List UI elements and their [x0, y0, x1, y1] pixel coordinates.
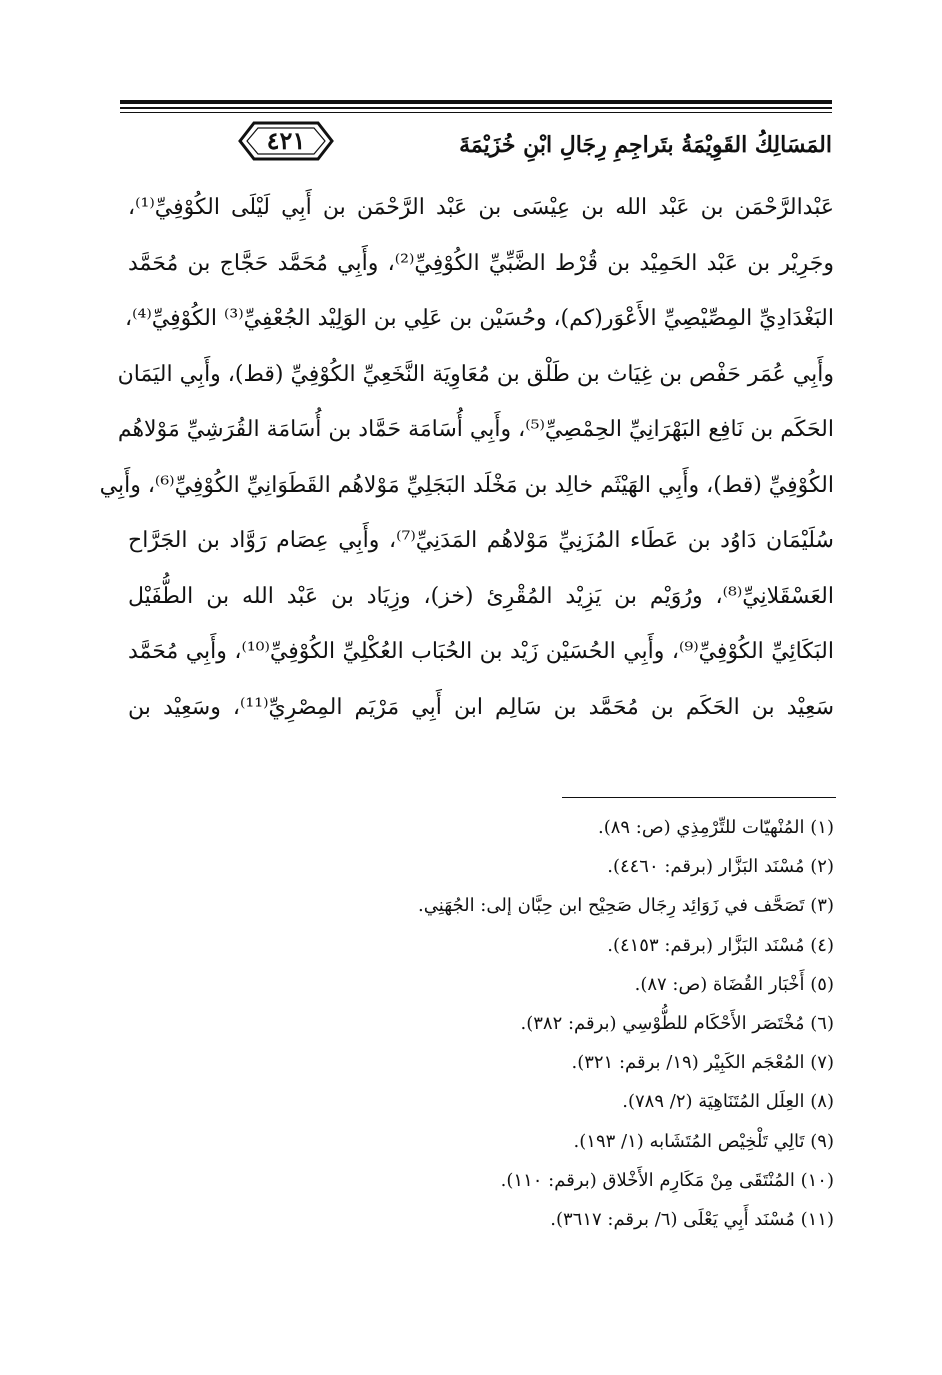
header-rule — [120, 100, 832, 104]
footnote-separator — [562, 797, 836, 798]
text-line: الكُوْفِيِّ (قط)، وأَبِي الهَيْثَم خالِد بن مَخْلَد البَجَلِيِّ مَوْلاهُم القَطَوَانِيِّ الكُوْفِيِّ⁽⁶⁾، وأَبِي — [99, 472, 834, 498]
footnote: (٣) تَصَحَّف في زَوَائِد رِجَال صَحِيْح ابن حِبَّان إلى: الجُهَنِي. — [418, 895, 834, 917]
text-line: وأَبِي عُمَر حَفْص بن غِيَاث بن طَلْق بن مُعَاوِيَة النَّخَعِيِّ الكُوْفِيِّ (قط)، وأَبِي اليَمَان — [117, 361, 834, 387]
page-header — [120, 98, 832, 168]
text-line: وجَرِيْر بن عَبْد الحَمِيْد بن قُرْط الضَّبِّيِّ الكُوْفِيِّ⁽²⁾، وأَبِي مُحَمَّد حَجَّاج بن مُحَمَّد — [128, 250, 834, 276]
running-title: المَسَالِكُ القَوِيْمَةُ بتَراجِمِ رِجَالِ ابْنِ خُزَيْمَةَ — [459, 132, 832, 158]
footnote: (٥) أَخْبَار القُضَاة (ص: ٨٧). — [634, 973, 834, 995]
page-number-badge — [238, 120, 334, 162]
footnotes — [128, 808, 834, 1239]
footnote: (١) المُنْهيّات للتِّرْمِذِي (ص: ٨٩). — [597, 817, 834, 838]
footnote: (١١) مُسْنَد أَبِي يَعْلَى (٦/ برقم: ٣٦١٧). — [550, 1208, 834, 1230]
footnote: (٧) المُعْجَم الكَبِيْر (١٩/ برقم: ٣٢١). — [571, 1052, 834, 1074]
footnote: (٨) العِلَل المُتَنَاهِيَة (٢/ ٧٨٩). — [622, 1091, 834, 1113]
text-line: الحَكَم بن نَافِع البَهْرَانِيِّ الحِمْصِيِّ⁽⁵⁾، وأَبِي أُسَامَة حَمَّاد بن أُسَامَة القُرَشِيِّ مَوْلاهُم — [117, 417, 834, 442]
footnote: (٦) مُخْتَصَر الأَحْكَام للطُّوْسِي (برقم: ٣٨٢). — [520, 1012, 834, 1034]
main-text — [99, 180, 834, 735]
text-line: عَبْدالرَّحْمَن بن عَبْد الله بن عِيْسَى بن عَبْد الرَّحْمَن بن أَبِي لَيْلَى الكُوْفِيِّ⁽¹⁾، — [128, 195, 834, 220]
text-line: البَكَائِيِّ الكُوْفِيِّ⁽⁹⁾، وأَبِي الحُسَيْن زَيْد بن الحُبَاب العُكْلِيِّ الكُوْفِيِّ⁽¹⁰⁾، وأَبِي مُحَمَّد — [128, 639, 834, 664]
text-line: البَغْدَادِيِّ المِصِّيْصِيِّ الأَعْوَر(كم)، وحُسَيْن بن عَلِي بن الوَلِيْد الجُعْفِيِّ⁽³⁾ الكُوْفِيِّ⁽⁴⁾، — [125, 306, 834, 331]
text-line: سَعِيْد بن الحَكَم بن مُحَمَّد بن سَالِم ابن أَبِي مَرْيَم المِصْرِيِّ⁽¹¹⁾، وسَعِيْد بن — [128, 694, 834, 720]
page-number: ٤٢١ — [266, 126, 306, 155]
header-rule — [120, 107, 832, 109]
header-rule — [120, 112, 832, 113]
footnote: (٩) تَالِي تَلْخِيْص المُتَشَابه (١/ ١٩٣). — [573, 1130, 834, 1152]
footnote: (٢) مُسْنَد البَزَّار (برقم: ٤٤٦٠). — [607, 856, 834, 878]
footnote: (٤) مُسْنَد البَزَّار (برقم: ٤١٥٣). — [607, 934, 834, 956]
text-line: العَسْقَلانِيِّ⁽⁸⁾، ورُوَيْم بن يَزِيْد المُقْرِئ (خز)، وزِيَاد بن عَبْد الله بن الطُّفَيْل — [128, 583, 834, 609]
text-line: سُلَيْمَان دَاوُد بن عَطَاء المُزَنِيِّ مَوْلاهُم المَدَنِيِّ⁽⁷⁾، وأَبِي عِصَام رَوَّاد بن الجَرَّاح — [128, 528, 834, 553]
footnote: (١٠) المُنْتَقَى مِنْ مَكَارِم الأَخْلاق (برقم: ١١٠). — [500, 1169, 834, 1191]
